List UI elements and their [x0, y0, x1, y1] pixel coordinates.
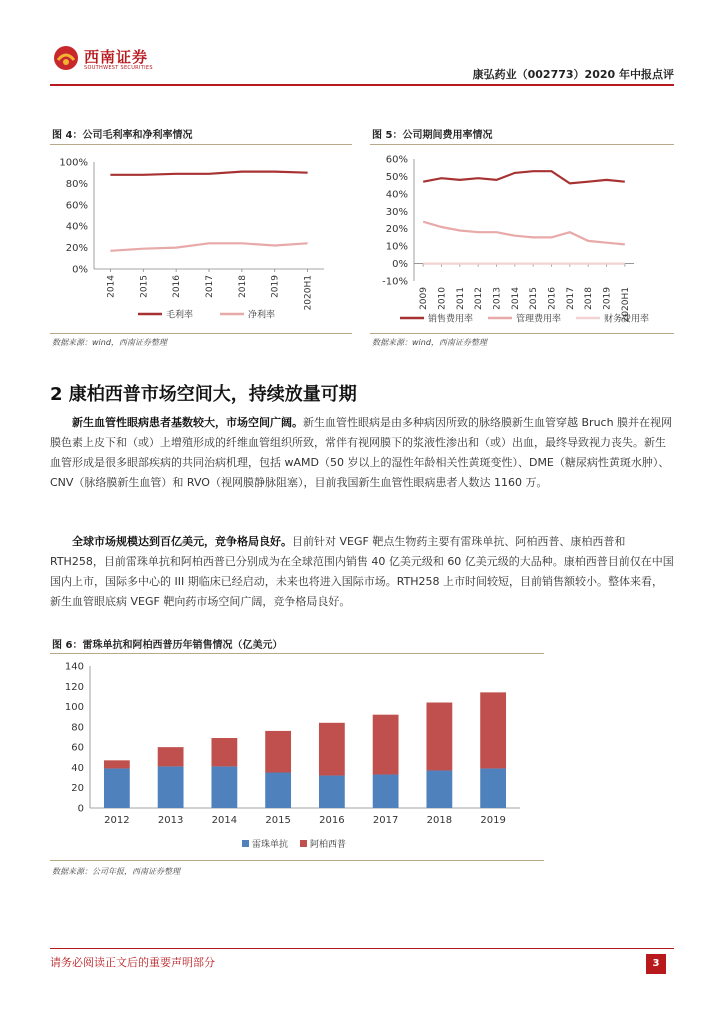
chart-fig5-xtick-label: 2015	[529, 287, 540, 310]
header-divider	[50, 84, 674, 86]
paragraph-1-body: 新生血管性眼病是由多种病因所致的脉络膜新生血管穿越 Bruch 膜并在视网膜色素上皮下和（或）上增殖形成的纤维血管组织所致，常伴有视网膜下的浆液性渗出和（或）出血，最终导致视力丧失。新生血管形成是很多眼部疾病的共同治病机理，包括 wAMD（50 岁以上的湿性年龄相关性黄斑变性）、DME（糖尿病性黄斑水肿）、CNV（脉络膜新生血管）和 RVO（视网膜静脉阻塞），目前我国新生血管性眼病患者人数达 1160 万。	[50, 416, 673, 489]
chart-fig6-ytick-label: 20	[71, 783, 84, 795]
fig4-chart	[50, 148, 352, 330]
paragraph-2-lead: 全球市场规模达到百亿美元，竞争格局良好。	[72, 535, 292, 548]
chart-fig6-ytick-label: 60	[71, 742, 84, 754]
chart-fig5-legend-label: 销售费用率	[428, 314, 474, 325]
chart-fig5-xtick-label: 2009	[419, 287, 430, 310]
chart-fig5-legend-label: 管理费用率	[516, 314, 562, 325]
fig6-bottom-rule	[50, 860, 544, 861]
chart-fig6-bar-0	[426, 770, 452, 808]
chart-fig5-series-0-line	[423, 171, 625, 183]
chart-fig6-ytick-label: 80	[71, 722, 84, 734]
chart-fig6-bar-0	[480, 768, 506, 808]
chart-fig5-xtick-label: 2012	[474, 287, 485, 310]
section-title: 2 康柏西普市场空间大，持续放量可期	[50, 384, 357, 405]
chart-fig5-xtick-label: 2013	[492, 287, 503, 310]
fig6-title: 图 6：雷珠单抗和阿柏西普历年销售情况（亿美元）	[52, 640, 283, 651]
chart-fig5-legend-label: 财务费用率	[604, 314, 650, 325]
chart-fig5-series-1-line	[423, 222, 625, 245]
chart-fig6-ytick-label: 0	[77, 803, 84, 815]
footer-disclaimer: 请务必阅读正文后的重要声明部分	[50, 956, 215, 969]
chart-fig6-bar-0	[104, 768, 130, 808]
page-number: 3	[646, 954, 666, 974]
report-title: 康弘药业（002773）2020 年中报点评	[472, 68, 674, 81]
chart-fig5-xtick-label: 2017	[565, 287, 576, 310]
chart-fig6-bar-1	[265, 731, 291, 773]
fig5-chart	[370, 148, 674, 330]
fig5-title: 图 5：公司期间费用率情况	[372, 130, 493, 141]
fig5-source: 数据来源：wind，西南证券整理	[372, 338, 487, 347]
chart-fig5-xtick-label: 2011	[455, 287, 466, 310]
chart-fig4-ytick-label: 0%	[72, 264, 88, 276]
chart-fig4-xtick-label: 2015	[139, 275, 150, 298]
chart-fig4-series-1-line	[110, 243, 307, 251]
fig6-chart	[50, 656, 544, 858]
chart-fig6-xtick-label: 2019	[480, 815, 506, 826]
fig6-top-rule	[50, 653, 544, 654]
chart-fig6-xtick-label: 2012	[104, 815, 130, 826]
footer-divider	[50, 948, 674, 949]
chart-fig6-bar-0	[265, 773, 291, 809]
chart-fig5-ytick-label: 50%	[385, 171, 408, 183]
chart-fig4-xtick-label: 2016	[172, 275, 183, 298]
paragraph-1	[50, 413, 674, 493]
fig5-bottom-rule	[370, 333, 674, 334]
chart-fig5-xtick-label: 2010	[437, 287, 448, 310]
chart-fig5-xtick-label: 2014	[510, 287, 521, 310]
chart-fig5-ytick-label: 30%	[385, 206, 408, 218]
chart-fig4-xtick-label: 2020H1	[303, 275, 314, 311]
chart-fig4-ytick-label: 20%	[65, 243, 88, 255]
chart-fig5-xtick-label: 2018	[584, 287, 595, 310]
chart-fig6-bar-0	[373, 775, 399, 808]
chart-fig6-bar-1	[319, 723, 345, 776]
fig4-title: 图 4：公司毛利率和净利率情况	[52, 130, 193, 141]
chart-fig6-bar-0	[211, 766, 237, 808]
chart-fig5-xtick-label: 2016	[547, 287, 558, 310]
chart-fig5-xtick-label: 2019	[602, 287, 613, 310]
chart-fig6-legend-label: 雷珠单抗	[252, 840, 289, 850]
chart-fig6-legend-label: 阿柏西普	[310, 840, 347, 850]
logo	[52, 44, 192, 76]
chart-fig6-ytick-label: 140	[64, 661, 84, 673]
chart-fig5-ytick-label: 0%	[392, 259, 408, 271]
chart-fig4-series-0-line	[110, 172, 307, 175]
chart-fig4-ytick-label: 100%	[59, 157, 88, 169]
chart-fig6-bar-1	[480, 692, 506, 768]
chart-fig6-bar-1	[211, 738, 237, 766]
chart-fig5-ytick-label: -10%	[382, 276, 408, 288]
chart-fig6-ytick-label: 40	[71, 762, 84, 774]
chart-fig4-legend-label: 净利率	[248, 310, 276, 321]
chart-fig6-xtick-label: 2017	[372, 815, 399, 826]
chart-fig6-bar-1	[373, 715, 399, 775]
chart-fig6-xtick-label: 2013	[157, 815, 184, 826]
chart-fig6-xtick-label: 2016	[319, 815, 345, 826]
chart-fig6-bar-0	[158, 766, 184, 808]
chart-fig4-legend-label: 毛利率	[166, 310, 194, 321]
chart-fig4-ytick-label: 80%	[65, 178, 88, 190]
chart-fig6-ytick-label: 100	[64, 702, 84, 714]
chart-fig6-xtick-label: 2014	[211, 815, 238, 826]
logo-text: 西南证券	[84, 48, 149, 66]
paragraph-1-lead: 新生血管性眼病患者基数较大，市场空间广阔。	[72, 416, 303, 429]
chart-fig5-xtick-label: 2020H1	[620, 287, 631, 323]
paragraph-2	[50, 532, 674, 612]
chart-fig5-ytick-label: 20%	[385, 224, 408, 236]
logo-mark-icon	[52, 44, 80, 72]
chart-fig5-ytick-label: 60%	[385, 154, 408, 166]
chart-fig4-xtick-label: 2014	[106, 275, 117, 298]
fig6-source: 数据来源：公司年报，西南证券整理	[52, 867, 180, 876]
chart-fig5-ytick-label: 40%	[385, 189, 408, 201]
chart-fig6-bar-1	[158, 747, 184, 766]
chart-fig6-xtick-label: 2018	[426, 815, 453, 826]
chart-fig4-ytick-label: 40%	[65, 221, 88, 233]
fig4-bottom-rule	[50, 333, 352, 334]
chart-fig4-xtick-label: 2019	[270, 275, 281, 298]
paragraph-2-body: 目前针对 VEGF 靶点生物药主要有雷珠单抗、阿柏西普、康柏西普和 RTH258，目前雷珠单抗和阿柏西普已分别成为在全球范围内销售 40 亿美元级和 60 亿美元级的大品种。康柏西普目前仅在中国国内上市，国际多中心的 III 期临床已经启动，未来也将进入国际市场。RTH258 上市时间较短，目前销售额较小。整体来看，新生血管眼底病 VEGF 靶向药市场空间广阔，竞争格局良好。	[50, 535, 674, 608]
chart-fig6-bar-1	[426, 703, 452, 771]
chart-fig6-bar-0	[319, 776, 345, 808]
chart-fig5-ytick-label: 10%	[385, 241, 408, 253]
fig4-source: 数据来源：wind，西南证券整理	[52, 338, 167, 347]
chart-fig6-legend-swatch	[300, 840, 307, 847]
chart-fig6-xtick-label: 2015	[265, 815, 291, 826]
chart-fig6-ytick-label: 120	[64, 681, 84, 693]
logo-subtext: SOUTHWEST SECURITIES	[84, 65, 153, 71]
chart-fig4-xtick-label: 2017	[205, 275, 215, 298]
fig5-top-rule	[370, 144, 674, 145]
chart-fig4-ytick-label: 60%	[65, 200, 88, 212]
fig4-top-rule	[50, 144, 352, 145]
chart-fig4-xtick-label: 2018	[237, 275, 248, 298]
chart-fig6-legend-swatch	[242, 840, 249, 847]
chart-fig6-bar-1	[104, 760, 130, 768]
